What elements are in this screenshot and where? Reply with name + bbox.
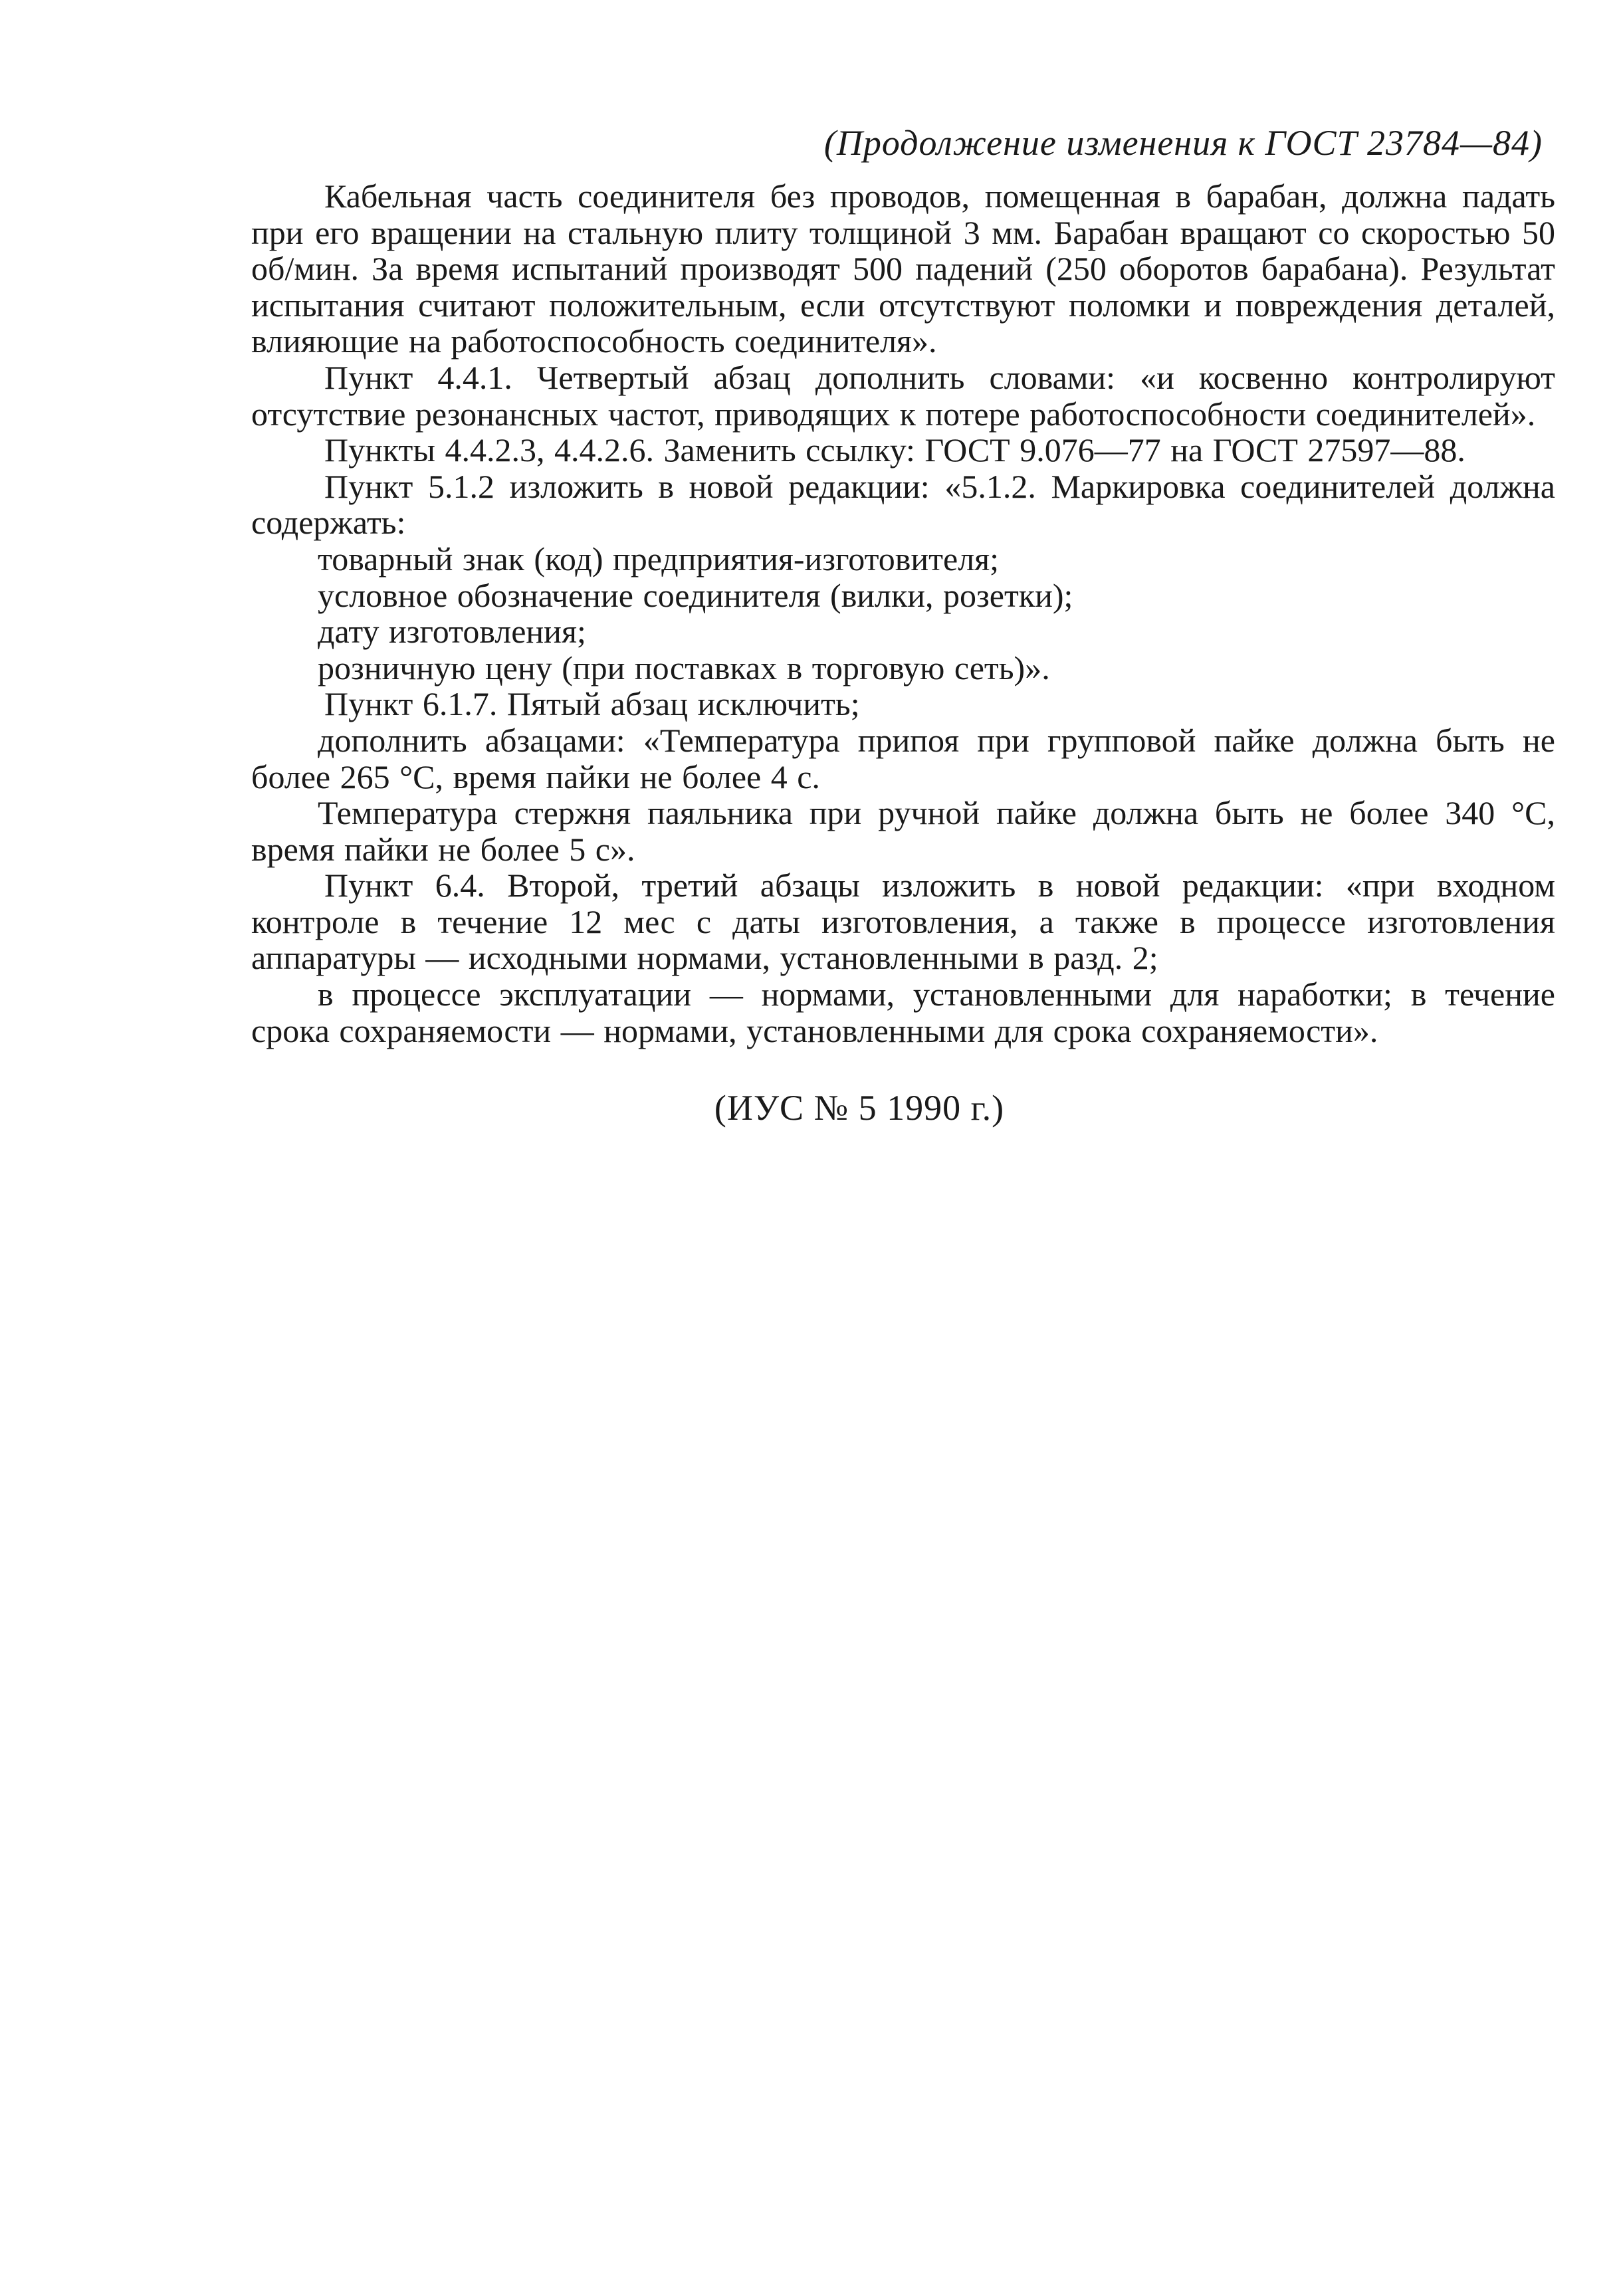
list-item-trademark: товарный знак (код) предприятия-изготовителя; [318,540,1000,577]
page-header: (Продолжение изменения к ГОСТ 23784—84) [823,123,1543,163]
paragraph-cable-drop-test: Кабельная часть соединителя без проводов, помещенная в барабан, должна падать при его вращении на стальную плиту толщиной 3 мм. Барабан вращают со скоростью 50 об/мин. За время испытаний производят 500 падений (250 оборотов барабана). Результат испытания считают положительным, если отсутствуют поломки и повреждения деталей, влияющие на работоспособность соединителя». [251,177,1555,360]
paragraph-4-4-1: Пункт 4.4.1. Четвертый абзац дополнить словами: «и косвенно контролируют отсутствие резонансных частот, приводящих к потере работоспособности соединителей». [251,358,1555,433]
list-item-designation: условное обозначение соединителя (вилки, розетки); [318,576,1073,614]
paragraph-solder-manual: Температура стержня паяльника при ручной пайке должна быть не более 340 °С, время пайки не более 5 с». [251,794,1555,868]
list-item-date: дату изготовления; [318,613,586,651]
document-body [251,178,1555,1049]
paragraph-5-1-2: Пункт 5.1.2 изложить в новой редакции: «5.1.2. Маркировка соединителей должна содержать: [251,467,1555,542]
paragraph-solder-group: дополнить абзацами: «Температура припоя при групповой пайке должна быть не более 265 °С, время пайки не более 4 с. [251,721,1555,795]
paragraph-operation: в процессе эксплуатации — нормами, установленными для наработки; в течение срока сохраняемости — нормами, установленными для срока сохраняемости». [251,976,1555,1049]
publication-reference: (ИУС № 5 1990 г.) [714,1088,1005,1128]
list-item-price: розничную цену (при поставках в торговую сеть)». [318,649,1050,686]
paragraph-6-4: Пункт 6.4. Второй, третий абзацы изложить в новой редакции: «при входном контроле в течение 12 мес с даты изготовления, а также в процессе изготовления аппаратуры — исходными нормами, установленными в разд. 2; [251,867,1555,977]
paragraph-4-4-2: Пункты 4.4.2.3, 4.4.2.6. Заменить ссылку: ГОСТ 9.076—77 на ГОСТ 27597—88. [324,431,1465,469]
paragraph-6-1-7: Пункт 6.1.7. Пятый абзац исключить; [324,685,860,723]
